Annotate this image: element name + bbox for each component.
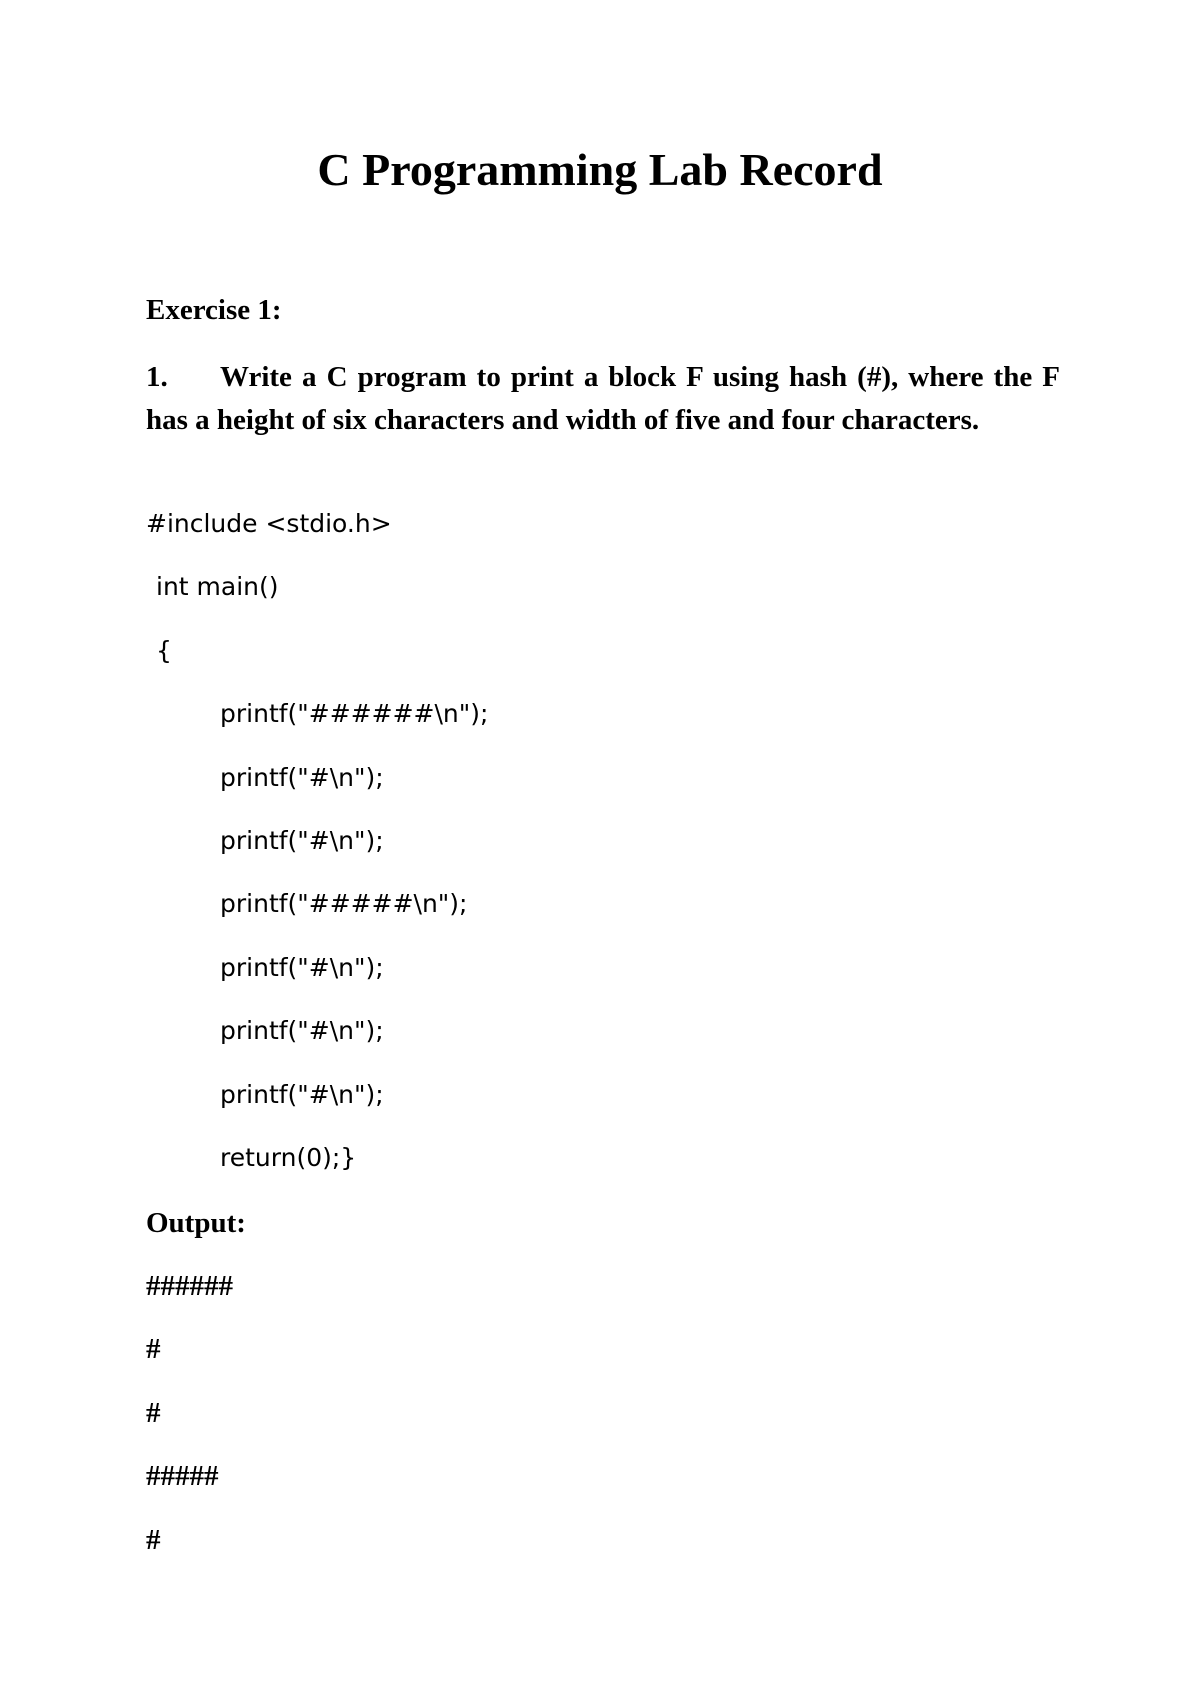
code-line: printf("#\n"); [220, 1016, 384, 1046]
output-line: # [146, 1523, 161, 1556]
code-line: printf("#\n"); [220, 825, 384, 855]
code-line: return(0);} [220, 1142, 357, 1172]
output-line: # [146, 1396, 161, 1429]
page-title: C Programming Lab Record [317, 144, 883, 195]
code-line: #include <stdio.h> [146, 509, 392, 538]
code-line: int main() [156, 572, 279, 602]
code-line: printf("#####\n"); [220, 889, 468, 919]
code-block [146, 506, 1046, 1203]
problem-statement [146, 356, 1060, 441]
problem-text: Write a C program to print a block F using hash (#), where the F has a height of six characters and width of five and four characters. [146, 361, 1060, 436]
code-line: printf("#\n"); [220, 762, 384, 792]
code-line: { [156, 635, 172, 665]
output-line: # [146, 1333, 161, 1366]
code-line: printf("#\n"); [220, 952, 384, 982]
exercise-heading: Exercise 1: [146, 294, 282, 326]
problem-number: 1. [146, 361, 168, 393]
code-line: printf("######\n"); [220, 699, 489, 729]
output-heading: Output: [146, 1207, 246, 1239]
output-line: ###### [146, 1270, 233, 1302]
code-line: printf("#\n"); [220, 1079, 384, 1109]
output-block [146, 1268, 233, 1585]
output-line: ##### [146, 1460, 219, 1493]
